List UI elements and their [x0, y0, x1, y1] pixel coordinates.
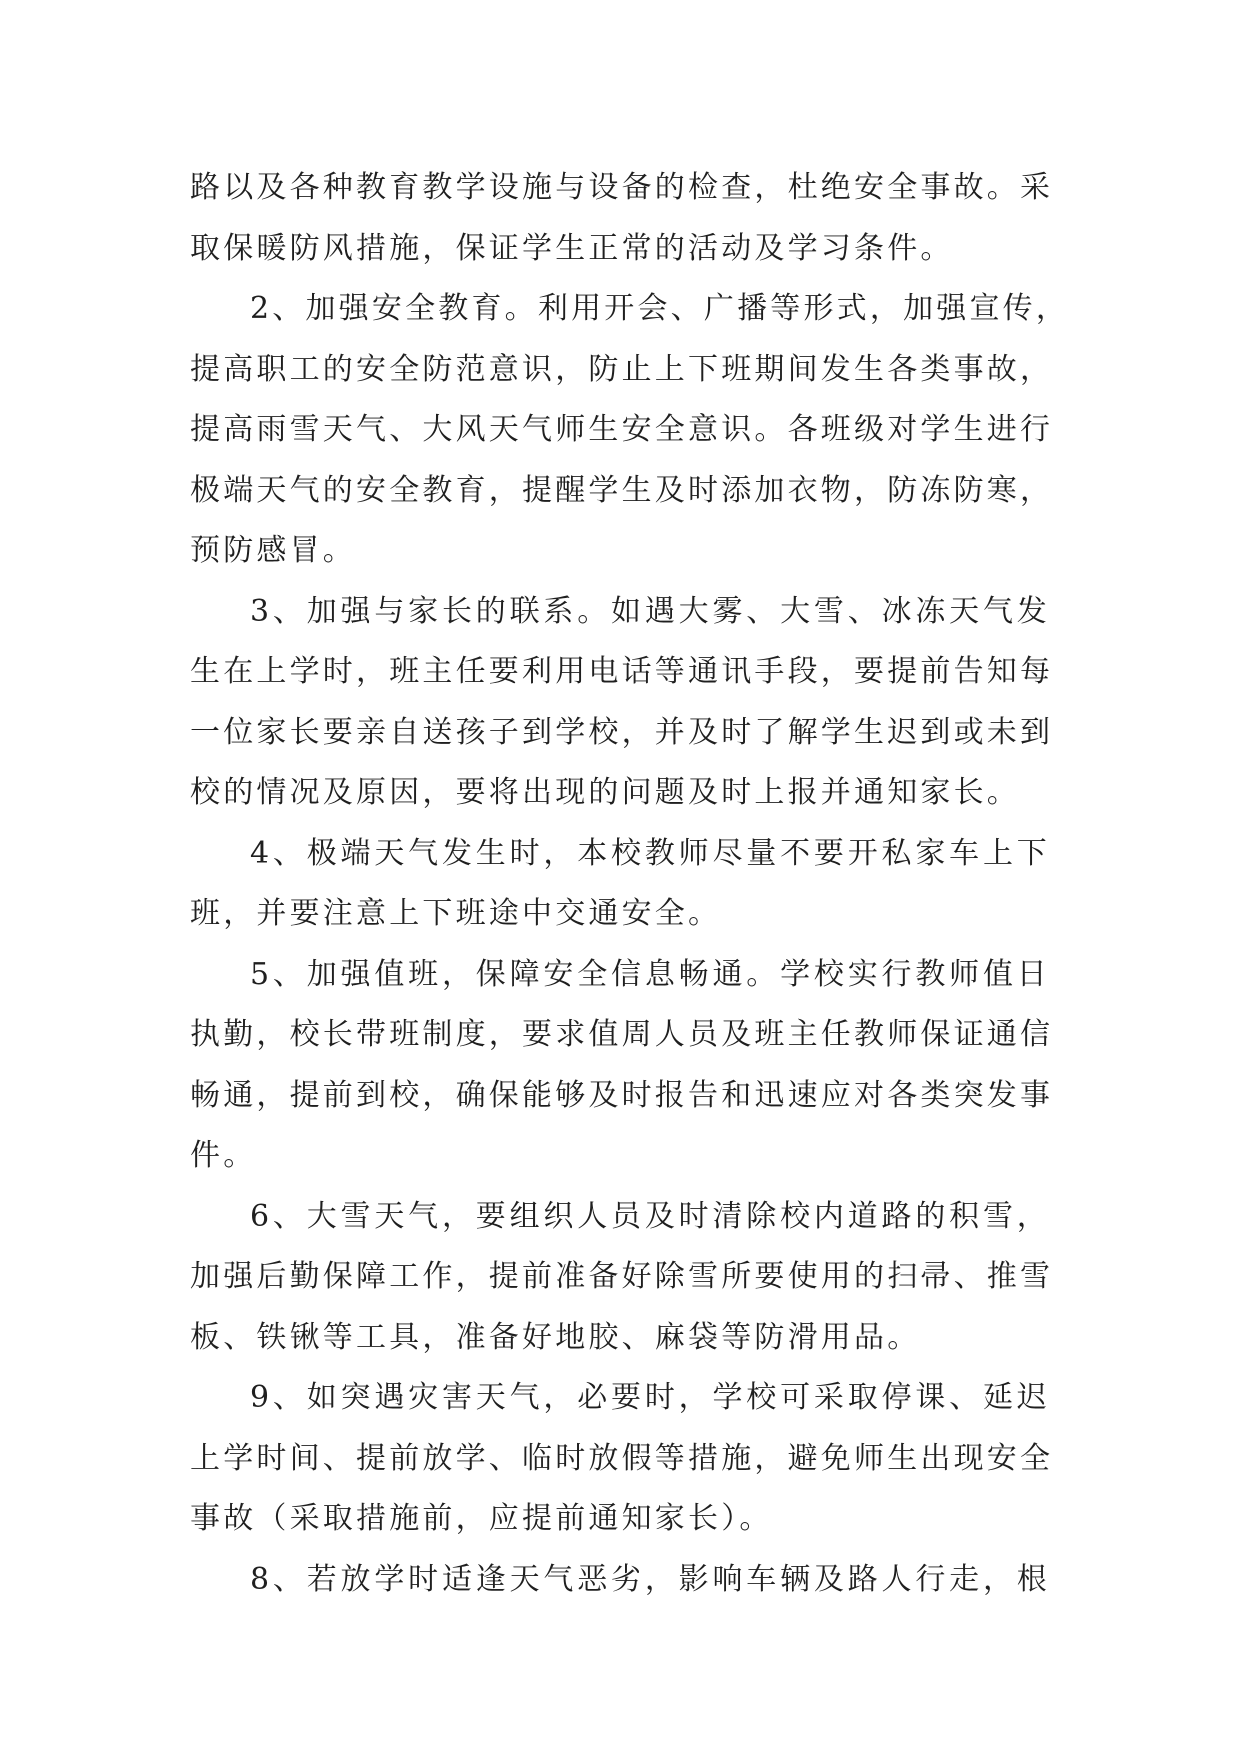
text-line: 4、极端天气发生时，本校教师尽量不要开私家车上下: [250, 835, 1050, 871]
text-line: 8、若放学时适逢天气恶劣，影响车辆及路人行走，根: [250, 1561, 1050, 1597]
paragraph-item-4: [190, 824, 1050, 945]
paragraph-item-9: [190, 1368, 1054, 1550]
text-line: 9、如突遇灾害天气，必要时，学校可采取停课、延迟: [250, 1380, 1050, 1415]
text-line: 事故（采取措施前，应提前通知家长）。: [190, 1501, 773, 1536]
text-line: 畅通，提前到校，确保能够及时报告和迅速应对各类突发事: [190, 1077, 1054, 1113]
text-line: 板、铁锹等工具，准备好地胶、麻袋等防滑用品。: [190, 1319, 921, 1355]
text-line: 件。: [190, 1138, 257, 1173]
text-line: 5、加强值班，保障安全信息畅通。学校实行教师值日: [250, 956, 1050, 992]
text-line: 上学时间、提前放学、临时放假等措施，避免师生出现安全: [190, 1440, 1054, 1476]
text-line: 校的情况及原因，要将出现的问题及时上报并通知家长。: [190, 775, 1020, 810]
paragraph-item-8: [190, 1550, 1050, 1611]
text-line: 预防感冒。: [190, 533, 356, 568]
document-body: [190, 158, 1070, 1610]
text-line: 2、加强安全教育。利用开会、广播等形式，加强宣传，: [250, 291, 1070, 326]
paragraph-item-3: [190, 582, 1054, 824]
text-line: 极端天气的安全教育，提醒学生及时添加衣物，防冻防寒，: [190, 472, 1054, 508]
text-line: 执勤，校长带班制度，要求值周人员及班主任教师保证通信: [190, 1017, 1054, 1052]
text-line: 班，并要注意上下班途中交通安全。: [190, 896, 722, 931]
text-line: 路以及各种教育教学设施与设备的检查，杜绝安全事故。采: [190, 170, 1054, 205]
paragraph-item-5: [190, 945, 1054, 1187]
paragraph-item-6: [190, 1187, 1054, 1369]
text-line: 取保暖防风措施，保证学生正常的活动及学习条件。: [190, 230, 954, 266]
paragraph-continuation: [190, 158, 1054, 279]
text-line: 6、大雪天气，要组织人员及时清除校内道路的积雪，: [250, 1198, 1050, 1234]
text-line: 提高职工的安全防范意识，防止上下班期间发生各类事故，: [190, 351, 1054, 387]
text-line: 3、加强与家长的联系。如遇大雾、大雪、冰冻天气发: [250, 593, 1050, 629]
text-line: 加强后勤保障工作，提前准备好除雪所要使用的扫帚、推雪: [190, 1259, 1054, 1294]
text-line: 一位家长要亲自送孩子到学校，并及时了解学生迟到或未到: [190, 714, 1054, 750]
text-line: 生在上学时，班主任要利用电话等通讯手段，要提前告知每: [190, 654, 1054, 689]
text-line: 提高雨雪天气、大风天气师生安全意识。各班级对学生进行: [190, 412, 1054, 447]
paragraph-item-2: [190, 279, 1070, 582]
